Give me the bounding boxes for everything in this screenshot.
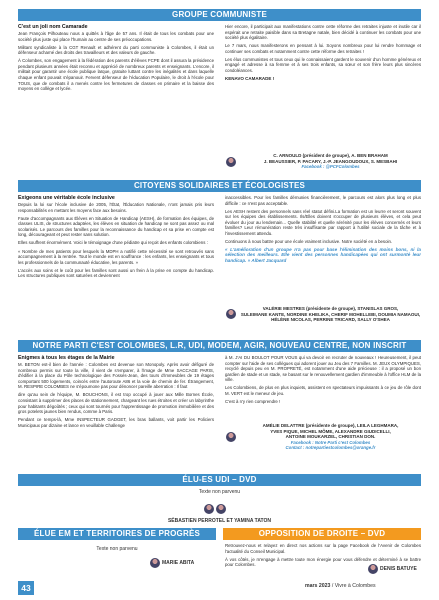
- communiste-members: [240, 153, 421, 179]
- paragraph: Hier encore, il participait aux manifestations contre cette réforme des retraites injuste et inutile car il espérait une retraite paisible dans sa Bretagne natale, bien décidé à continuer les combats pour une société plus égalitaire.: [225, 24, 421, 41]
- paragraph: Faute d'accompagnants aux Élèves en Situation de Handicap (AESH), de formation des équipes, de classes ULIS, de structures adaptées, les élèves en situation de handicap ne sont pas assez ou mal scolarisés. Le parcours des familles pour la reconnaissance du handicap et sa prise en compte est long, décourageant et peut rester sans solution.: [18, 215, 214, 238]
- contact-email: Contact : notrepartiestcolombes@orange.fr: [285, 445, 376, 451]
- article-title: Exigeons une véritable école inclusive: [18, 195, 115, 201]
- paragraph: Elles souffrent énormément. Voici le témoignage d'une pédiatre qui reçoit des enfants colombiens :: [18, 240, 208, 246]
- section-header-ecolo: CITOYENS SOLIDAIRES ET ÉCOLOGISTES: [18, 180, 421, 192]
- article-title: Énigmes à tous les étages de la Mairie: [18, 355, 115, 361]
- udi-members: SÉBASTIEN PERROTEL ET YAMINA TATON: [167, 518, 272, 524]
- members-line: YVES PIQUE, MICHEL MÔME, ALEXANDRE GIUDICELLI,: [270, 428, 391, 434]
- ecolo-right-column: [225, 195, 421, 303]
- group-avatar: [226, 309, 236, 319]
- paragraph: M. BETON est-il bien de l'année : Colombes est devenue son Monopoly. Après avoir défiguré de nombreux permis sur toute la ville, il vient de s'emparer, à l'image de Mme SACCAGE PARIS, d'édifier à la place du Pôle technologique des Fossés-Jean, des tours d'immeubles de 19 étages comportant 500 logements, coincés entre l'autoroute A86 et la voie de chemin de fer. Étrangement, M. RESPIRE COLOMBES ne s'époumone pas pour dénoncer pareille aberration : Il faut: [18, 362, 214, 390]
- members-line: AMÉLIE DELATTRE (présidente de groupe), LEILA LEGHMARA,: [262, 423, 399, 428]
- progres-member: MARIE ABITA: [162, 560, 195, 566]
- members-line: C. ARNOULD (président de groupe), A. BEN BRAHAM: [273, 153, 388, 158]
- droite-member: DENIS BATUYE: [380, 566, 417, 572]
- footer-separator: /: [331, 583, 335, 589]
- ecolo-left-column: [18, 195, 214, 337]
- quote: « L'amélioration d'un groupe n'a pas pour base l'élimination des moins bons, ni la sélection des meilleurs. Elle vient des personnes handicapées qui ont surmonté leur handicap. » Albert Jacquard: [225, 246, 421, 264]
- centre-members: [240, 423, 421, 467]
- facebook-handle: Facebook : Notre Parti c'est Colombes: [290, 439, 371, 445]
- paragraph: dire qu'au sein de l'équipe, M. BOUCHONS, il est trop occupé à jouer aux Mille Bornes École, consistant à supprimer des places de stationnement, chargeant les rues étroites et créer un labyrinthe pour habitants dégoûtés ; ceux qui sont tournés pour l'apprentissage de promotion immobilière et des gros potelets jaunes bien rendus, comme à Paris.: [18, 392, 214, 415]
- paragraph: L'accès aux soins et le coût pour les familles sont aussi un frein à la prise en compte du handicap. Les structures publiques sont saturées et deviennent: [18, 267, 214, 279]
- paragraph: Le 7 mars, nous manifesterons en pensant à lui. Soyons nombreux pour lui rendre hommage et continuer ses combats et notamment contre cette réforme des retraites !: [225, 43, 421, 54]
- member-avatar: [368, 564, 378, 574]
- issue-date: mars 2023: [305, 583, 331, 589]
- member-avatar: [204, 504, 214, 514]
- paragraph: Les élus communistes et tous ceux qui le connaissaient gardent le souvenir d'un homme généreux et engagé et adresse à sa femme et à ses trois enfants, sa sœur et son frère leurs plus sincères condoléances.: [225, 56, 421, 73]
- member-avatar: [150, 558, 160, 568]
- section-header-droite: OPPOSITION DE DROITE – DVD: [223, 528, 421, 540]
- centre-right-column: [225, 355, 421, 421]
- paragraph: Pendant ce temps-là, Mme INSPECTEUR GADGET, les bras ballants, voit partir les Policiers Municipaux par dizaine et lance en veuillable Challenge: [18, 417, 214, 428]
- paragraph: Les Colombiens, de plus en plus inquiets, assistent en spectateurs impuissants à ce jeu de rôle dont M. VERT est le meneur de jeu.: [225, 385, 421, 396]
- member-avatar: [216, 504, 226, 514]
- facebook-handle: Facebook : @PCFColombes: [301, 164, 360, 170]
- paragraph: Les AESH restent des personnels sans réel statut défini.La formation est un leurre et seront souvent sur les équipes des établissements. Ils/Elles doivent s'occuper de plusieurs élèves, et cela peut évoluer du jour au lendemain... Quelle stabilité et quelle sérénité pour les élèves concernés et leurs familles? Leur rémunération reste très insuffisante par rapport à l'utilité sociale de la tâche et à l'investissement attendu.: [225, 208, 421, 236]
- paragraph: C'est à n'y rien comprendre !: [225, 398, 281, 404]
- paragraph: Retrouvez-nous et relayez en direct nos actions sur la page Facebook de l'Avenir de Colombes l'actualité du Conseil Municipal.: [225, 543, 421, 554]
- group-avatar: [226, 432, 236, 442]
- text-not-received: Texte non parvenu: [198, 489, 241, 495]
- paragraph: À vos côtés, je m'engage à mettre toute mon énergie pour vous défendre et déterminé à se battre pour Colombes.: [225, 556, 421, 568]
- signature: KENAVO CAMARADE !: [225, 75, 275, 81]
- paragraph: à M. J'AI DU BOULOT POUR VOUS qui va devoir en recruter de nouveaux ! Heureusement, il peut compter sur l'aide de ses collègues qui adorent jouer au Jeu des 7 Familles. M. JEUX OLYMPIQUES, recyclé depuis peu en M. PROPRETÉ, est notamment d'une aide précieuse : il a proposé un bon gardien de stade et un stade, se basant sur le renouvellement gardien d'immeuble à l'office HLM de la ville.: [225, 355, 421, 383]
- paragraph: Militant syndicaliste à la CGT Renault et adhérent du parti communiste à Colombes, il était un défenseur acharné des droits des travailleurs et des valeurs de gauche.: [18, 44, 214, 56]
- article-title: C'est un joli nom Camarade: [18, 24, 88, 30]
- ecolo-members: [240, 306, 421, 336]
- section-header-centre: NOTRE PARTI C'EST COLOMBES, L.R, UDI, MODEM, AGIR, NOUVEAU CENTRE, NON INSCRIT: [18, 340, 421, 352]
- centre-left-column: [18, 355, 214, 467]
- paragraph: À Colombes, son engagement à la fédération des parents d'élèves FCPE dont il assura la présidence pendant plusieurs années était reconnu et apprécié de nombreux parents et enseignants. L'encore, il militait pour garantir une école publique laïque, gratuite luttant contre les inégalités et dans laquelle chaque enfant pouvait s'épanouir. Fervent défenseur de l'éducation Populaire, le droit à l'école pour TOUS, que de combats il a menés contre les fermetures de classes en primaire et la baisse des moyens en collège et lycée.: [18, 58, 214, 92]
- paragraph: « Nombre de mes patients pour lesquels la MDPH a notifié cette nécessité se sont retrouvés sans accompagnement à la rentrée. Tout le monde est en souffrance : les enfants, les enseignants et tous les professionnels de la communauté éducative, les parents. »: [18, 248, 214, 265]
- paragraph: Depuis la loi sur l'école inclusive de 2005, l'État, l'Éducation Nationale, n'ont jamais pris leurs responsabilités en mettant les moyens face aux besoins.: [18, 202, 214, 213]
- section-header-communiste: GROUPE COMMUNISTE: [18, 9, 421, 21]
- paragraph: inaccessibles. Pour les familles démunies financièrement, le parcours est alors plus long et plus difficile : ce n'est pas acceptable.: [225, 195, 421, 206]
- group-avatar: [226, 157, 236, 167]
- paragraph: Jean François Pilhouteau nous a quittés à l'âge de 57 ans. Il était de tous les combats pour une société plus juste qui place l'humain au centre de ses préoccupations.: [18, 31, 214, 42]
- communiste-left-column: [18, 24, 214, 179]
- members-line: J. BEAUSSIER, P. PACARY, J.-P. JEANGOUDOUX, S. MESBAHI: [263, 158, 398, 164]
- section-header-progres: ÉLUE EM ET TERRITOIRES DE PROGRÈS: [18, 528, 216, 540]
- footer-issue: [305, 583, 376, 589]
- members-line: VALÉRIE MESTRES (présidente de groupe), STANISLAS GROS,: [262, 306, 399, 311]
- magazine-name: Vivre à Colombes: [334, 583, 376, 589]
- text-not-received: Texte non parvenu: [96, 546, 138, 552]
- members-line: ANTOINE MOUKARZEL, CHRISTIAN DON.: [285, 434, 376, 440]
- section-header-udi: ÉLU-ES UDI – DVD: [18, 474, 421, 486]
- paragraph: Continuons à nous battre pour une école vraiment inclusive. Notre société en a besoin.: [225, 238, 393, 244]
- members-line: SULEIMANE KANTE, NORDINE KHELIKA, CHERIF MOHELLEBI, DOUMIA NAMAOUI, HÉLÈNE NICOLAS, PERRINE TRICARD, SALLY O'SHEA: [240, 311, 421, 323]
- page-number: 43: [18, 581, 34, 595]
